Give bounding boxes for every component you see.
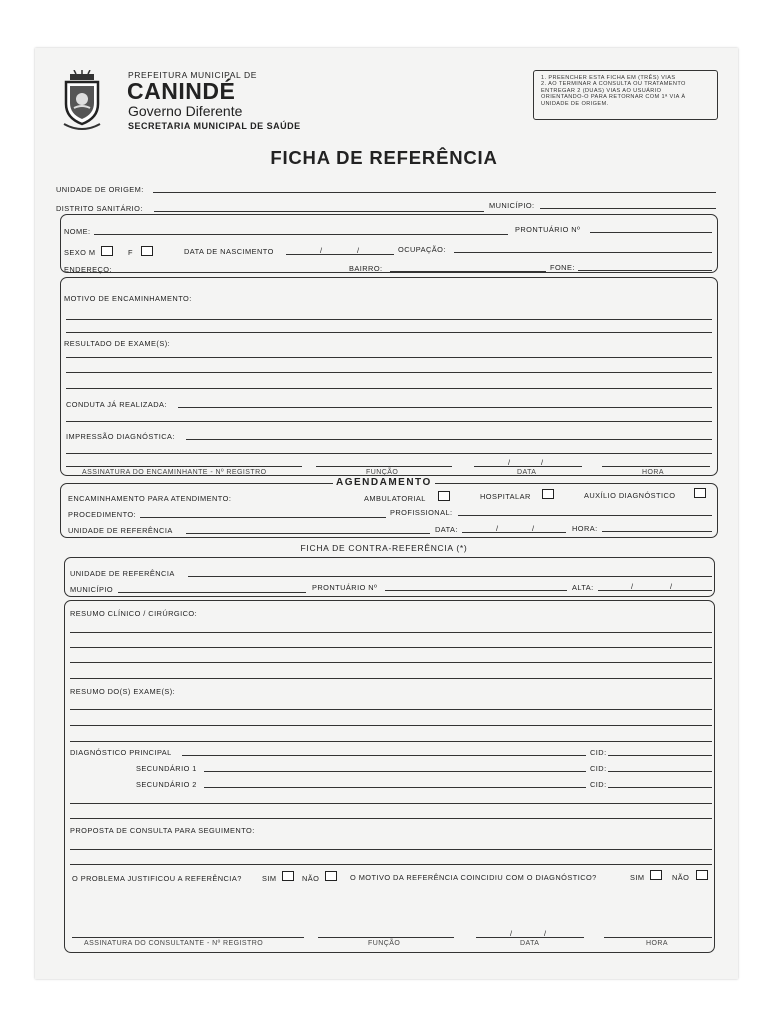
ambulatorial-checkbox[interactable] (438, 491, 450, 501)
motivo-nao-label: NÃO (672, 873, 690, 882)
date-slash: / (496, 524, 499, 533)
form-title: FICHA DE REFERÊNCIA (270, 147, 498, 168)
contra-referencia-title: FICHA DE CONTRA-REFERÊNCIA (*) (300, 543, 468, 553)
conduta-field[interactable] (178, 407, 712, 408)
secundario1-field[interactable] (204, 771, 586, 772)
unidade-ref-field[interactable] (186, 533, 430, 534)
problema-nao-checkbox[interactable] (325, 871, 337, 881)
nome-label: NOME: (64, 227, 91, 236)
endereco-label: ENDEREÇO: (64, 265, 112, 274)
sig-data-label: DATA (520, 940, 540, 947)
profissional-label: PROFISSIONAL: (390, 508, 453, 517)
sexo-m-checkbox[interactable] (101, 246, 113, 256)
motivo-nao-checkbox[interactable] (696, 870, 708, 880)
secundario2-label: SECUNDÁRIO 2 (136, 780, 197, 789)
procedimento-label: PROCEDIMENTO: (68, 510, 137, 519)
motivo-sim-label: SIM (630, 873, 645, 882)
alta-field[interactable] (598, 590, 712, 591)
problema-sim-checkbox[interactable] (282, 871, 294, 881)
auxilio-label: AUXÍLIO DIAGNÓSTICO (584, 491, 676, 500)
cid-label: CID: (590, 780, 607, 789)
municipio-field[interactable] (540, 208, 716, 209)
resumo-exames-line[interactable] (70, 725, 712, 726)
profissional-field[interactable] (458, 515, 712, 516)
ocupacao-field[interactable] (454, 252, 712, 253)
city-name: CANINDÉ (127, 78, 236, 104)
sig-hora-label: HORA (642, 469, 665, 476)
sig-hora-line[interactable] (602, 466, 710, 467)
contra-municipio-field[interactable] (118, 592, 306, 593)
sig-consultante-label: ASSINATURA DO CONSULTANTE - Nº REGISTRO (84, 940, 264, 947)
conduta-label: CONDUTA JÁ REALIZADA: (66, 400, 167, 409)
resultado-line[interactable] (66, 372, 712, 373)
patient-section (60, 214, 718, 273)
motivo-label: MOTIVO DE ENCAMINHAMENTO: (64, 294, 192, 303)
diag-extra-line[interactable] (70, 818, 712, 819)
diag-principal-field[interactable] (182, 755, 586, 756)
cid-field[interactable] (608, 787, 712, 788)
hora-label: HORA: (572, 524, 598, 533)
date-slash: / (320, 246, 323, 255)
referral-section (60, 277, 718, 476)
hospitalar-checkbox[interactable] (542, 489, 554, 499)
secundario1-label: SECUNDÁRIO 1 (136, 764, 197, 773)
instruction-line: ORIENTANDO-O PARA RETORNAR COM 1ª VIA À (541, 94, 686, 101)
sig-funcao-line[interactable] (316, 466, 452, 467)
slogan: Governo Diferente (128, 103, 243, 119)
proposta-line[interactable] (70, 864, 712, 865)
auxilio-checkbox[interactable] (694, 488, 706, 498)
secretaria-label: SECRETARIA MUNICIPAL DE SAÚDE (128, 121, 301, 131)
sig-consultante-line[interactable] (72, 937, 304, 938)
cid-field[interactable] (608, 771, 712, 772)
ambulatorial-label: AMBULATORIAL (364, 494, 426, 503)
contra-unidade-field[interactable] (188, 576, 712, 577)
resumo-exames-line[interactable] (70, 709, 712, 710)
hospitalar-label: HOSPITALAR (480, 492, 531, 501)
motivo-line[interactable] (66, 319, 712, 320)
sig-encaminhante-line[interactable] (66, 466, 302, 467)
sig-funcao-line[interactable] (318, 937, 454, 938)
endereco-field[interactable] (118, 272, 344, 273)
sexo-label: SEXO M (64, 248, 96, 257)
date-slash: / (508, 458, 511, 467)
problema-nao-label: NÃO (302, 874, 320, 883)
date-slash: / (510, 929, 513, 938)
instruction-line: 2. AO TERMINAR A CONSULTA OU TRATAMENTO (541, 81, 686, 88)
procedimento-field[interactable] (140, 517, 386, 518)
date-slash: / (357, 246, 360, 255)
hora-field[interactable] (602, 531, 712, 532)
problema-sim-label: SIM (262, 874, 277, 883)
cid-field[interactable] (608, 755, 712, 756)
instructions-box (533, 70, 718, 120)
sig-hora-line[interactable] (604, 937, 712, 938)
data-label: DATA: (435, 525, 458, 534)
nome-field[interactable] (94, 234, 508, 235)
date-slash: / (541, 458, 544, 467)
agendamento-title: AGENDAMENTO (333, 477, 435, 488)
cid-label: CID: (590, 748, 607, 757)
resumo-exames-label: RESUMO DO(S) EXAME(S): (70, 687, 176, 696)
distrito-field[interactable] (154, 211, 484, 212)
contra-prontuario-label: PRONTUÁRIO Nº (312, 583, 378, 592)
instruction-line: ENTREGAR 2 (DUAS) VIAS AO USUÁRIO (541, 87, 662, 94)
date-slash: / (631, 582, 634, 591)
impressao-field[interactable] (186, 439, 712, 440)
diag-principal-label: DIAGNÓSTICO PRINCIPAL (70, 748, 172, 757)
resumo-clinico-line[interactable] (70, 647, 712, 648)
resumo-clinico-line[interactable] (70, 662, 712, 663)
date-slash: / (544, 929, 547, 938)
impressao-line[interactable] (66, 453, 712, 454)
resultado-line[interactable] (66, 357, 712, 358)
motivo-coincidiu-question: O MOTIVO DA REFERÊNCIA COINCIDIU COM O DIAGNÓSTICO? (350, 873, 597, 882)
problema-question: O PROBLEMA JUSTIFICOU A REFERÊNCIA? (72, 874, 242, 883)
contra-body-section (64, 600, 715, 953)
ocupacao-label: OCUPAÇÃO: (398, 245, 446, 254)
alta-label: ALTA: (572, 583, 594, 592)
resumo-clinico-line[interactable] (70, 678, 712, 679)
contra-unidade-label: UNIDADE DE REFERÊNCIA (70, 569, 175, 578)
city-coat-of-arms-icon (62, 70, 102, 132)
diag-extra-line[interactable] (70, 803, 712, 804)
proposta-label: PROPOSTA DE CONSULTA PARA SEGUIMENTO: (70, 826, 255, 835)
fone-field[interactable] (578, 270, 712, 271)
motivo-sim-checkbox[interactable] (650, 870, 662, 880)
bairro-label: BAIRRO: (349, 264, 383, 273)
impressao-label: IMPRESSÃO DIAGNÓSTICA: (66, 432, 175, 441)
encaminhamento-label: ENCAMINHAMENTO PARA ATENDIMENTO: (68, 494, 232, 503)
sig-encaminhante-label: ASSINATURA DO ENCAMINHANTE - Nº REGISTRO (82, 469, 267, 476)
nascimento-field[interactable] (286, 254, 394, 255)
data-field[interactable] (462, 532, 566, 533)
prontuario-label: PRONTUÁRIO Nº (515, 225, 581, 234)
bairro-field[interactable] (390, 271, 546, 272)
prefeitura-label: PREFEITURA MUNICIPAL DE (128, 70, 258, 80)
sexo-f-checkbox[interactable] (141, 246, 153, 256)
sig-data-line[interactable] (474, 466, 582, 467)
unidade-origem-label: UNIDADE DE ORIGEM: (56, 185, 144, 194)
resultado-label: RESULTADO DE EXAME(S): (64, 339, 171, 348)
distrito-label: DISTRITO SANITÁRIO: (56, 204, 143, 213)
sig-funcao-label: FUNÇÃO (366, 469, 399, 476)
contra-prontuario-field[interactable] (385, 590, 567, 591)
resumo-clinico-label: RESUMO CLÍNICO / CIRÚRGICO: (70, 609, 198, 618)
secundario2-field[interactable] (204, 787, 586, 788)
resumo-clinico-line[interactable] (70, 632, 712, 633)
sig-data-line[interactable] (476, 937, 584, 938)
sexo-f-label: F (128, 248, 133, 257)
date-slash: / (532, 524, 535, 533)
prontuario-field[interactable] (590, 232, 712, 233)
resumo-exames-line[interactable] (70, 741, 712, 742)
nascimento-label: DATA DE NASCIMENTO (184, 247, 274, 256)
cid-label: CID: (590, 764, 607, 773)
resultado-line[interactable] (66, 388, 712, 389)
fone-label: FONE: (550, 263, 575, 272)
sig-data-label: DATA (517, 469, 537, 476)
contra-municipio-label: MUNICÍPIO (70, 585, 114, 594)
proposta-line[interactable] (70, 849, 712, 850)
sig-funcao-label: FUNÇÃO (368, 940, 401, 947)
motivo-line[interactable] (66, 332, 712, 333)
municipio-label: MUNICÍPIO: (489, 201, 535, 210)
unidade-ref-label: UNIDADE DE REFERÊNCIA (68, 526, 173, 535)
instruction-line: UNIDADE DE ORIGEM. (541, 100, 609, 107)
unidade-origem-field[interactable] (153, 192, 716, 193)
date-slash: / (670, 582, 673, 591)
instruction-line: 1. PREENCHER ESTA FICHA EM (TRÊS) VIAS (541, 75, 676, 81)
conduta-line[interactable] (66, 421, 712, 422)
sig-hora-label: HORA (646, 940, 669, 947)
